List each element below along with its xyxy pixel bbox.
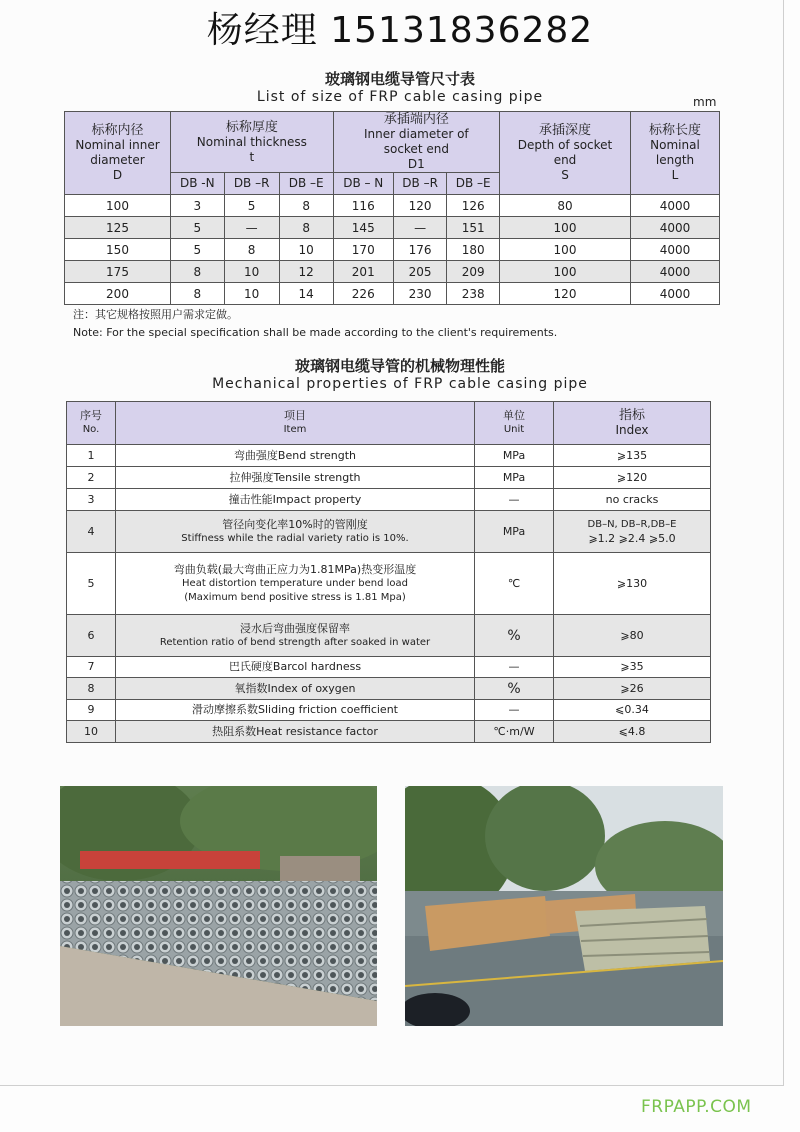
table-row bbox=[67, 467, 711, 489]
cell: 238 bbox=[447, 283, 500, 305]
cell: 5 bbox=[171, 217, 225, 239]
table-row bbox=[67, 511, 711, 553]
cell: — bbox=[224, 217, 279, 239]
cell-unit: % bbox=[475, 678, 554, 700]
cell: 5 bbox=[224, 195, 279, 217]
table-row bbox=[67, 553, 711, 615]
cell: — bbox=[393, 217, 447, 239]
cell: 125 bbox=[65, 217, 171, 239]
table-row bbox=[67, 678, 711, 700]
header-index: 指标 Index bbox=[554, 402, 711, 445]
note-en: Note: For the special specification shall be made according to the client's requirements. bbox=[73, 326, 558, 339]
header-socket-inner-diameter: 承插端内径 Inner diameter of socket end D1 bbox=[333, 112, 499, 173]
cell: 201 bbox=[333, 261, 393, 283]
cell-no: 10 bbox=[67, 721, 116, 743]
cell-no: 5 bbox=[67, 553, 116, 615]
cell: 8 bbox=[279, 217, 333, 239]
pipe-bundles-illustration bbox=[405, 786, 723, 1026]
cell-item: 弯曲负载(最大弯曲正应力为1.81MPa)热变形温度 Heat distortion temperature under bend load (Maximum bend positive stress is 1.81 Mpa) bbox=[116, 553, 475, 615]
cell-unit: MPa bbox=[475, 467, 554, 489]
cell-no: 9 bbox=[67, 700, 116, 721]
cell: 12 bbox=[279, 261, 333, 283]
header-nominal-diameter: 标称内径 Nominal inner diameter D bbox=[65, 112, 171, 195]
cell: 200 bbox=[65, 283, 171, 305]
subheader-t-r: DB –R bbox=[224, 173, 279, 195]
cell: 205 bbox=[393, 261, 447, 283]
cell: 3 bbox=[171, 195, 225, 217]
header-no: 序号 No. bbox=[67, 402, 116, 445]
cell-item: 管径向变化率10%时的管刚度 Stiffness while the radial variety ratio is 10%. bbox=[116, 511, 475, 553]
cell-index: ⩾135 bbox=[554, 445, 711, 467]
cell-no: 4 bbox=[67, 511, 116, 553]
cell-unit: ℃ bbox=[475, 553, 554, 615]
cell-unit: ℃·m/W bbox=[475, 721, 554, 743]
cell: 8 bbox=[279, 195, 333, 217]
subheader-d1-e: DB –E bbox=[447, 173, 500, 195]
table-row bbox=[67, 721, 711, 743]
subheader-t-n: DB -N bbox=[171, 173, 225, 195]
cell-no: 8 bbox=[67, 678, 116, 700]
pipe-stack-illustration bbox=[60, 786, 377, 1026]
cell-unit: MPa bbox=[475, 445, 554, 467]
cell: 4000 bbox=[631, 283, 720, 305]
subheader-t-e: DB –E bbox=[279, 173, 333, 195]
table-row bbox=[67, 615, 711, 657]
mech-table bbox=[66, 401, 711, 743]
cell: 150 bbox=[65, 239, 171, 261]
table-row bbox=[67, 445, 711, 467]
table-row bbox=[67, 700, 711, 721]
cell: 151 bbox=[447, 217, 500, 239]
unit-label: mm bbox=[693, 95, 717, 109]
cell: 4000 bbox=[631, 239, 720, 261]
cell: 209 bbox=[447, 261, 500, 283]
cell: 100 bbox=[500, 217, 631, 239]
cell-index: ⩽4.8 bbox=[554, 721, 711, 743]
size-table-title-en: List of size of FRP cable casing pipe bbox=[256, 89, 544, 105]
photo-pipe-stack bbox=[60, 786, 377, 1026]
cell: 100 bbox=[65, 195, 171, 217]
cell: 226 bbox=[333, 283, 393, 305]
cell-item: 弯曲强度Bend strength bbox=[116, 445, 475, 467]
cell: 4000 bbox=[631, 217, 720, 239]
table-row bbox=[65, 283, 720, 305]
table-row bbox=[65, 239, 720, 261]
header-socket-depth: 承插深度 Depth of socket end S bbox=[500, 112, 631, 195]
cell-index: ⩾35 bbox=[554, 657, 711, 678]
table-row bbox=[65, 195, 720, 217]
cell-item: 氧指数Index of oxygen bbox=[116, 678, 475, 700]
cell: 8 bbox=[171, 283, 225, 305]
cell-item: 热阻系数Heat resistance factor bbox=[116, 721, 475, 743]
cell: 176 bbox=[393, 239, 447, 261]
cell-unit: % bbox=[475, 615, 554, 657]
cell-no: 2 bbox=[67, 467, 116, 489]
cell: 5 bbox=[171, 239, 225, 261]
cell: 230 bbox=[393, 283, 447, 305]
table-row bbox=[67, 657, 711, 678]
cell-unit: — bbox=[475, 700, 554, 721]
cell-item: 巴氏硬度Barcol hardness bbox=[116, 657, 475, 678]
cell: 145 bbox=[333, 217, 393, 239]
cell: 10 bbox=[224, 261, 279, 283]
cell: 170 bbox=[333, 239, 393, 261]
cell: 4000 bbox=[631, 195, 720, 217]
table-row bbox=[65, 217, 720, 239]
cell: 8 bbox=[171, 261, 225, 283]
cell: 4000 bbox=[631, 261, 720, 283]
size-table bbox=[64, 111, 720, 305]
cell-unit: MPa bbox=[475, 511, 554, 553]
cell: 120 bbox=[500, 283, 631, 305]
cell-index: DB–N, DB–R,DB–E ⩾1.2 ⩾2.4 ⩾5.0 bbox=[554, 511, 711, 553]
photo-pipe-bundles bbox=[405, 786, 723, 1026]
cell: 175 bbox=[65, 261, 171, 283]
cell: 14 bbox=[279, 283, 333, 305]
cell: 10 bbox=[279, 239, 333, 261]
cell: 120 bbox=[393, 195, 447, 217]
cell: 8 bbox=[224, 239, 279, 261]
cell-no: 7 bbox=[67, 657, 116, 678]
table-row bbox=[67, 489, 711, 511]
cell: 126 bbox=[447, 195, 500, 217]
header-item: 项目 Item bbox=[116, 402, 475, 445]
site-watermark: FRPAPP.COM bbox=[641, 1097, 752, 1117]
header-nominal-thickness: 标称厚度 Nominal thickness t bbox=[171, 112, 334, 173]
cell: 80 bbox=[500, 195, 631, 217]
table-row bbox=[65, 261, 720, 283]
mech-table-title-en: Mechanical properties of FRP cable casing pipe bbox=[212, 376, 588, 392]
cell-item: 滑动摩擦系数Sliding friction coefficient bbox=[116, 700, 475, 721]
mech-table-title-cn: 玻璃钢电缆导管的机械物理性能 bbox=[294, 357, 505, 375]
note-cn: 注：其它规格按照用户需求定做。 bbox=[73, 308, 238, 321]
cell-index: ⩾26 bbox=[554, 678, 711, 700]
cell-no: 3 bbox=[67, 489, 116, 511]
cell-no: 6 bbox=[67, 615, 116, 657]
contact-header: 杨经理 15131836282 bbox=[206, 10, 594, 51]
header-nominal-length: 标称长度 Nominal length L bbox=[631, 112, 720, 195]
cell: 180 bbox=[447, 239, 500, 261]
cell-index: ⩾130 bbox=[554, 553, 711, 615]
cell-unit: — bbox=[475, 657, 554, 678]
subheader-d1-r: DB –R bbox=[393, 173, 447, 195]
cell: 116 bbox=[333, 195, 393, 217]
cell-item: 撞击性能Impact property bbox=[116, 489, 475, 511]
size-table-title-cn: 玻璃钢电缆导管尺寸表 bbox=[324, 70, 475, 88]
cell-index: no cracks bbox=[554, 489, 711, 511]
cell-no: 1 bbox=[67, 445, 116, 467]
cell-unit: — bbox=[475, 489, 554, 511]
cell: 100 bbox=[500, 239, 631, 261]
cell: 10 bbox=[224, 283, 279, 305]
cell-item: 浸水后弯曲强度保留率 Retention ratio of bend strength after soaked in water bbox=[116, 615, 475, 657]
header-unit: 单位 Unit bbox=[475, 402, 554, 445]
subheader-d1-n: DB – N bbox=[333, 173, 393, 195]
cell-index: ⩾80 bbox=[554, 615, 711, 657]
cell: 100 bbox=[500, 261, 631, 283]
cell-item: 拉伸强度Tensile strength bbox=[116, 467, 475, 489]
cell-index: ⩾120 bbox=[554, 467, 711, 489]
cell-index: ⩽0.34 bbox=[554, 700, 711, 721]
